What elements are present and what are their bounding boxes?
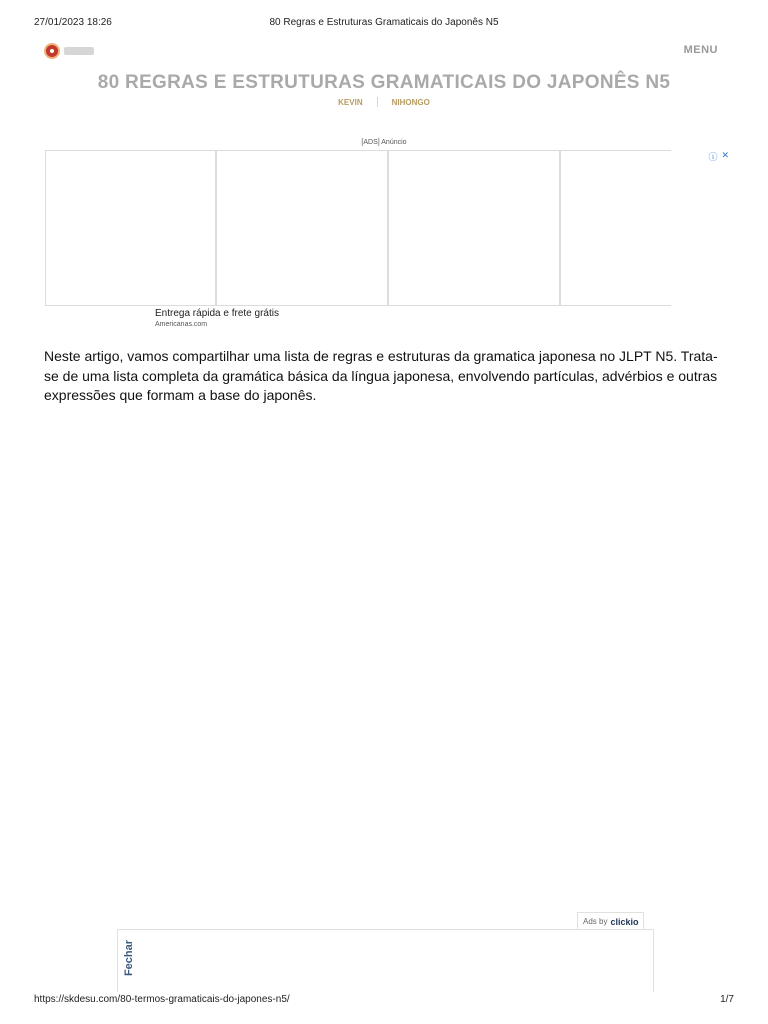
sticky-ad-close-button[interactable] (118, 933, 140, 983)
article-intro: Neste artigo, vamos compartilhar uma lista de regras e estruturas da gramatica japonesa no JLPT N5. Trata-se de uma lista completa da gramática básica da língua japonesa, envolvendo partículas, advérbios e outras expressões que formam a base do japonês. (44, 348, 718, 403)
print-url: https://skdesu.com/80-termos-gramaticais-do-japones-n5/ (34, 994, 290, 1005)
ad-label: [ADS] Anúncio (361, 139, 407, 146)
site-logo-wordmark (64, 47, 94, 55)
article-meta (0, 97, 768, 107)
site-logo[interactable] (44, 42, 100, 60)
menu-button[interactable]: MENU (683, 44, 718, 56)
article-title: 80 REGRAS E ESTRUTURAS GRAMATICAIS DO JAPONÊS N5 (97, 72, 671, 93)
info-icon[interactable]: ⓘ (708, 152, 718, 162)
ad-source: Americanas.com (155, 321, 208, 328)
ad-controls (708, 150, 729, 163)
site-logo-icon (44, 43, 60, 59)
ad-banner[interactable] (45, 150, 731, 306)
sticky-ad-panel (117, 929, 654, 992)
sticky-ad-close-label: Fechar (123, 939, 136, 977)
author-link[interactable]: KEVIN (338, 97, 363, 107)
category-link[interactable]: NIHONGO (391, 97, 430, 107)
ad-product-card[interactable] (560, 150, 671, 306)
print-date: 27/01/2023 18:26 (34, 17, 112, 28)
ads-by-label: Ads by (583, 917, 608, 926)
meta-divider (377, 97, 378, 107)
ads-by-badge[interactable] (577, 912, 644, 930)
close-icon[interactable]: ✕ (721, 150, 729, 160)
ad-headline[interactable]: Entrega rápida e frete grátis (155, 308, 279, 319)
ads-by-brand: clickio (610, 916, 639, 927)
ad-product-card[interactable] (388, 150, 560, 306)
ad-product-card[interactable] (216, 150, 388, 306)
print-page-number: 1/7 (720, 994, 734, 1005)
print-document-title: 80 Regras e Estruturas Gramaticais do Japonês N5 (269, 17, 499, 28)
ad-caption[interactable] (155, 308, 279, 328)
ad-product-card[interactable] (45, 150, 216, 306)
